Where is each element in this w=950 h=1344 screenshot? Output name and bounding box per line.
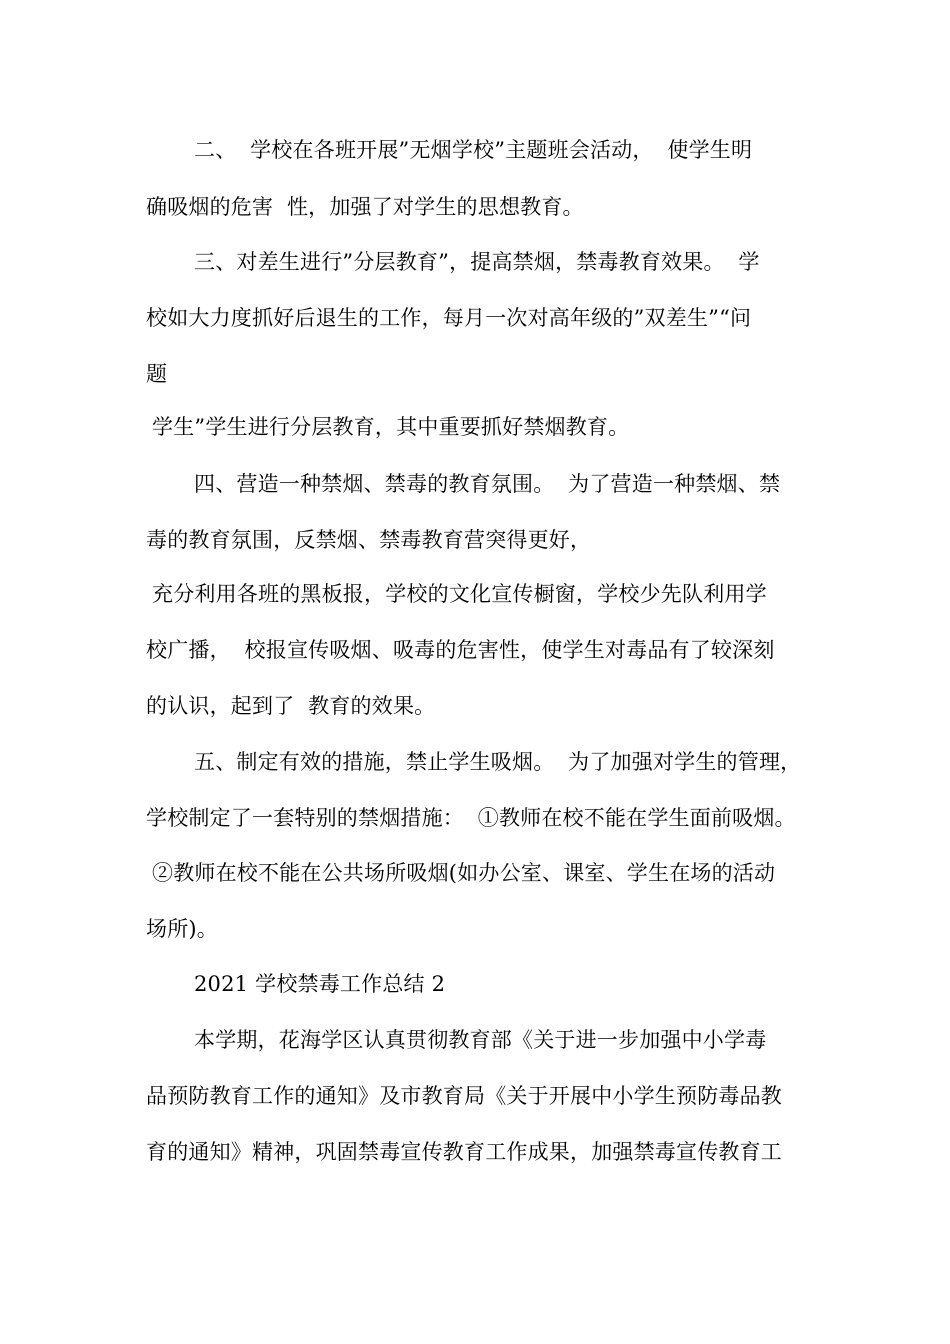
paragraph-4-line-2: 毒的教育氛围，反禁烟、禁毒教育营突得更好， — [146, 528, 592, 552]
paragraph-3-line-2: 校如大力度抓好后退生的工作，每月一次对高年级的”双差生”“问 — [146, 306, 752, 330]
paragraph-4-line-1: 四、营造一种禁烟、禁毒的教育氛围。 为了营造一种禁烟、禁 — [194, 472, 781, 496]
paragraph-5-line-3: ②教师在校不能在公共场所吸烟(如办公室、课室、学生在场的活动 — [152, 861, 776, 885]
paragraph-3-line-1: 三、对差生进行”分层教育”，提高禁烟，禁毒教育效果。 学 — [194, 250, 760, 274]
paragraph-4-line-4: 校广播， 校报宣传吸烟、吸毒的危害性，使学生对毒品有了较深刻 — [146, 638, 775, 662]
paragraph-5-line-1: 五、制定有效的措施，禁止学生吸烟。 为了加强对学生的管理， — [194, 750, 802, 774]
paragraph-2-line-1: 二、 学校在各班开展”无烟学校”主题班会活动， 使学生明 — [194, 138, 753, 162]
paragraph-5-line-4: 场所)。 — [146, 917, 218, 941]
paragraph-4-line-3: 充分利用各班的黑板报，学校的文化宣传橱窗，学校少先队利用学 — [152, 582, 767, 606]
paragraph-3-line-4: 学生”学生进行分层教育，其中重要抓好禁烟教育。 — [152, 415, 630, 439]
paragraph-4-line-5: 的认识，起到了 教育的效果。 — [146, 694, 436, 718]
paragraph-6-line-1: 本学期，花海学区认真贯彻教育部《关于进一步加强中小学毒 — [194, 1028, 767, 1052]
paragraph-5-line-2: 学校制定了一套特别的禁烟措施： ①教师在校不能在学生面前吸烟。 — [146, 806, 796, 830]
section-heading: 2021 学校禁毒工作总结 2 — [194, 972, 446, 996]
paragraph-2-line-2: 确吸烟的危害 性，加强了对学生的思想教育。 — [146, 195, 584, 219]
paragraph-6-line-2: 品预防教育工作的通知》及市教育局《关于开展中小学生预防毒品教 — [146, 1084, 782, 1108]
paragraph-3-line-3: 题 — [146, 362, 168, 386]
paragraph-6-line-3: 育的通知》精神，巩固禁毒宣传教育工作成果，加强禁毒宣传教育工 — [146, 1140, 782, 1164]
